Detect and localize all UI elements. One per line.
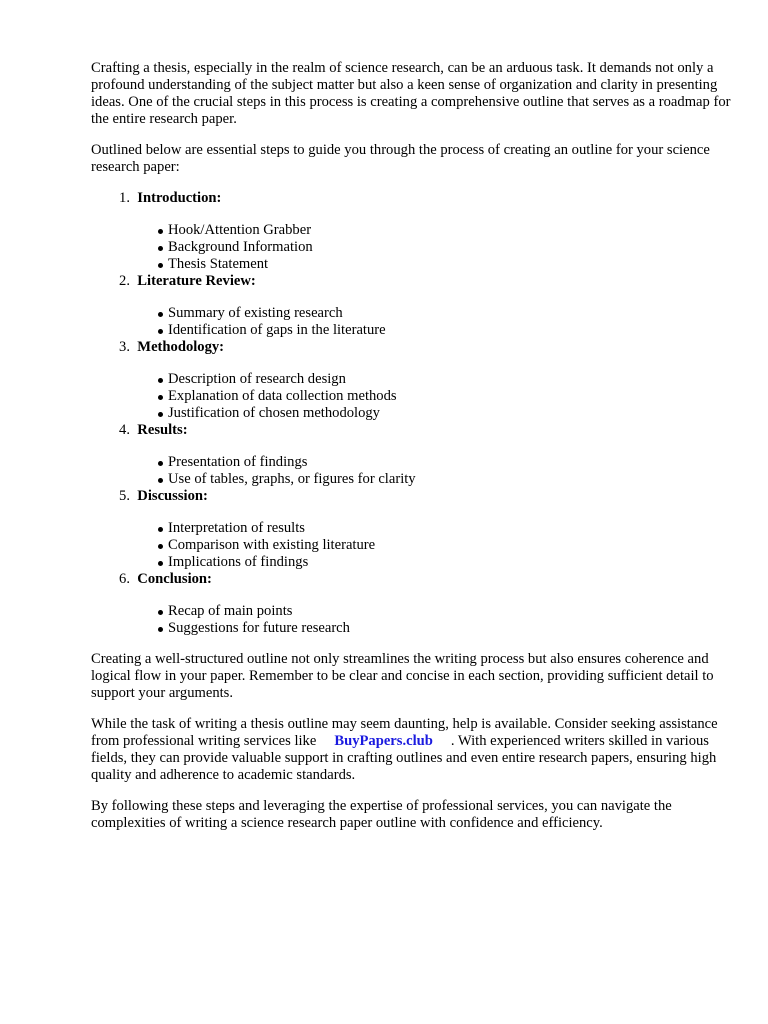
section-items	[91, 222, 731, 273]
section-heading	[91, 190, 731, 207]
list-item: Description of research design	[158, 371, 731, 388]
list-item: Recap of main points	[158, 603, 731, 620]
intro-paragraph: Outlined below are essential steps to guide you through the process of creating an outline for your science research paper:	[91, 142, 710, 175]
bullet-icon	[158, 478, 163, 483]
list-item: Interpretation of results	[158, 520, 731, 537]
bullet-icon	[158, 561, 163, 566]
section-title: Literature Review:	[137, 273, 256, 289]
section-heading	[91, 273, 731, 290]
list-item: Thesis Statement	[158, 256, 731, 273]
closing-paragraph: By following these steps and leveraging the expertise of professional services, you can navigate the complexities of writing a science research paper outline with confidence and efficiency.	[91, 798, 672, 831]
list-item: Hook/Attention Grabber	[158, 222, 731, 239]
bullet-icon	[158, 263, 163, 268]
outline-section-conclusion	[91, 571, 731, 637]
document-page	[91, 60, 731, 846]
section-heading	[91, 339, 731, 356]
section-heading	[91, 488, 731, 505]
list-item: Suggestions for future research	[158, 620, 731, 637]
outline-list	[91, 190, 731, 637]
list-item: Background Information	[158, 239, 731, 256]
section-number: 5.	[119, 488, 130, 504]
bullet-icon	[158, 412, 163, 417]
section-items	[91, 520, 731, 571]
section-title: Methodology:	[137, 339, 225, 355]
section-title: Conclusion:	[137, 571, 212, 587]
section-number: 3.	[119, 339, 130, 355]
outline-section-discussion	[91, 488, 731, 571]
section-title: Introduction:	[137, 190, 222, 206]
section-title: Discussion:	[137, 488, 208, 504]
closing-paragraph: Creating a well-structured outline not only streamlines the writing process but also ensures coherence and logical flow in your paper. Remember to be clear and concise in each section, providing sufficient detail to support your arguments.	[91, 651, 714, 701]
section-items	[91, 454, 731, 488]
outline-section-methodology	[91, 339, 731, 422]
section-title: Results:	[137, 422, 188, 438]
outline-section-literature-review	[91, 273, 731, 339]
list-item: Explanation of data collection methods	[158, 388, 731, 405]
buypapers-link[interactable]: BuyPapers.club	[334, 733, 433, 749]
list-item: Identification of gaps in the literature	[158, 322, 731, 339]
section-number: 4.	[119, 422, 130, 438]
bullet-icon	[158, 246, 163, 251]
list-item: Implications of findings	[158, 554, 731, 571]
list-item: Comparison with existing literature	[158, 537, 731, 554]
section-items	[91, 371, 731, 422]
bullet-icon	[158, 544, 163, 549]
bullet-icon	[158, 610, 163, 615]
outline-section-results	[91, 422, 731, 488]
closing-paragraph-with-link: While the task of writing a thesis outline may seem daunting, help is available. Consider seeking assistance from professional writing services like BuyPapers.club . With experienced writers skilled in various fields, they can provide valuable support in crafting outlines and even entire research papers, ensuring high quality and adherence to academic standards.	[91, 716, 718, 783]
bullet-icon	[158, 627, 163, 632]
bullet-icon	[158, 527, 163, 532]
section-items	[91, 305, 731, 339]
section-heading	[91, 571, 731, 588]
outline-section-introduction	[91, 190, 731, 273]
section-items	[91, 603, 731, 637]
list-item: Presentation of findings	[158, 454, 731, 471]
section-heading	[91, 422, 731, 439]
intro-paragraph: Crafting a thesis, especially in the realm of science research, can be an arduous task. It demands not only a profound understanding of the subject matter but also a keen sense of organization and clarity in presenting ideas. One of the crucial steps in this process is creating a comprehensive outline that serves as a roadmap for the entire research paper.	[91, 60, 731, 127]
section-number: 1.	[119, 190, 130, 206]
bullet-icon	[158, 461, 163, 466]
bullet-icon	[158, 395, 163, 400]
section-number: 2.	[119, 273, 130, 289]
bullet-icon	[158, 378, 163, 383]
section-number: 6.	[119, 571, 130, 587]
list-item: Justification of chosen methodology	[158, 405, 731, 422]
bullet-icon	[158, 312, 163, 317]
list-item: Use of tables, graphs, or figures for clarity	[158, 471, 731, 488]
bullet-icon	[158, 329, 163, 334]
bullet-icon	[158, 229, 163, 234]
list-item: Summary of existing research	[158, 305, 731, 322]
